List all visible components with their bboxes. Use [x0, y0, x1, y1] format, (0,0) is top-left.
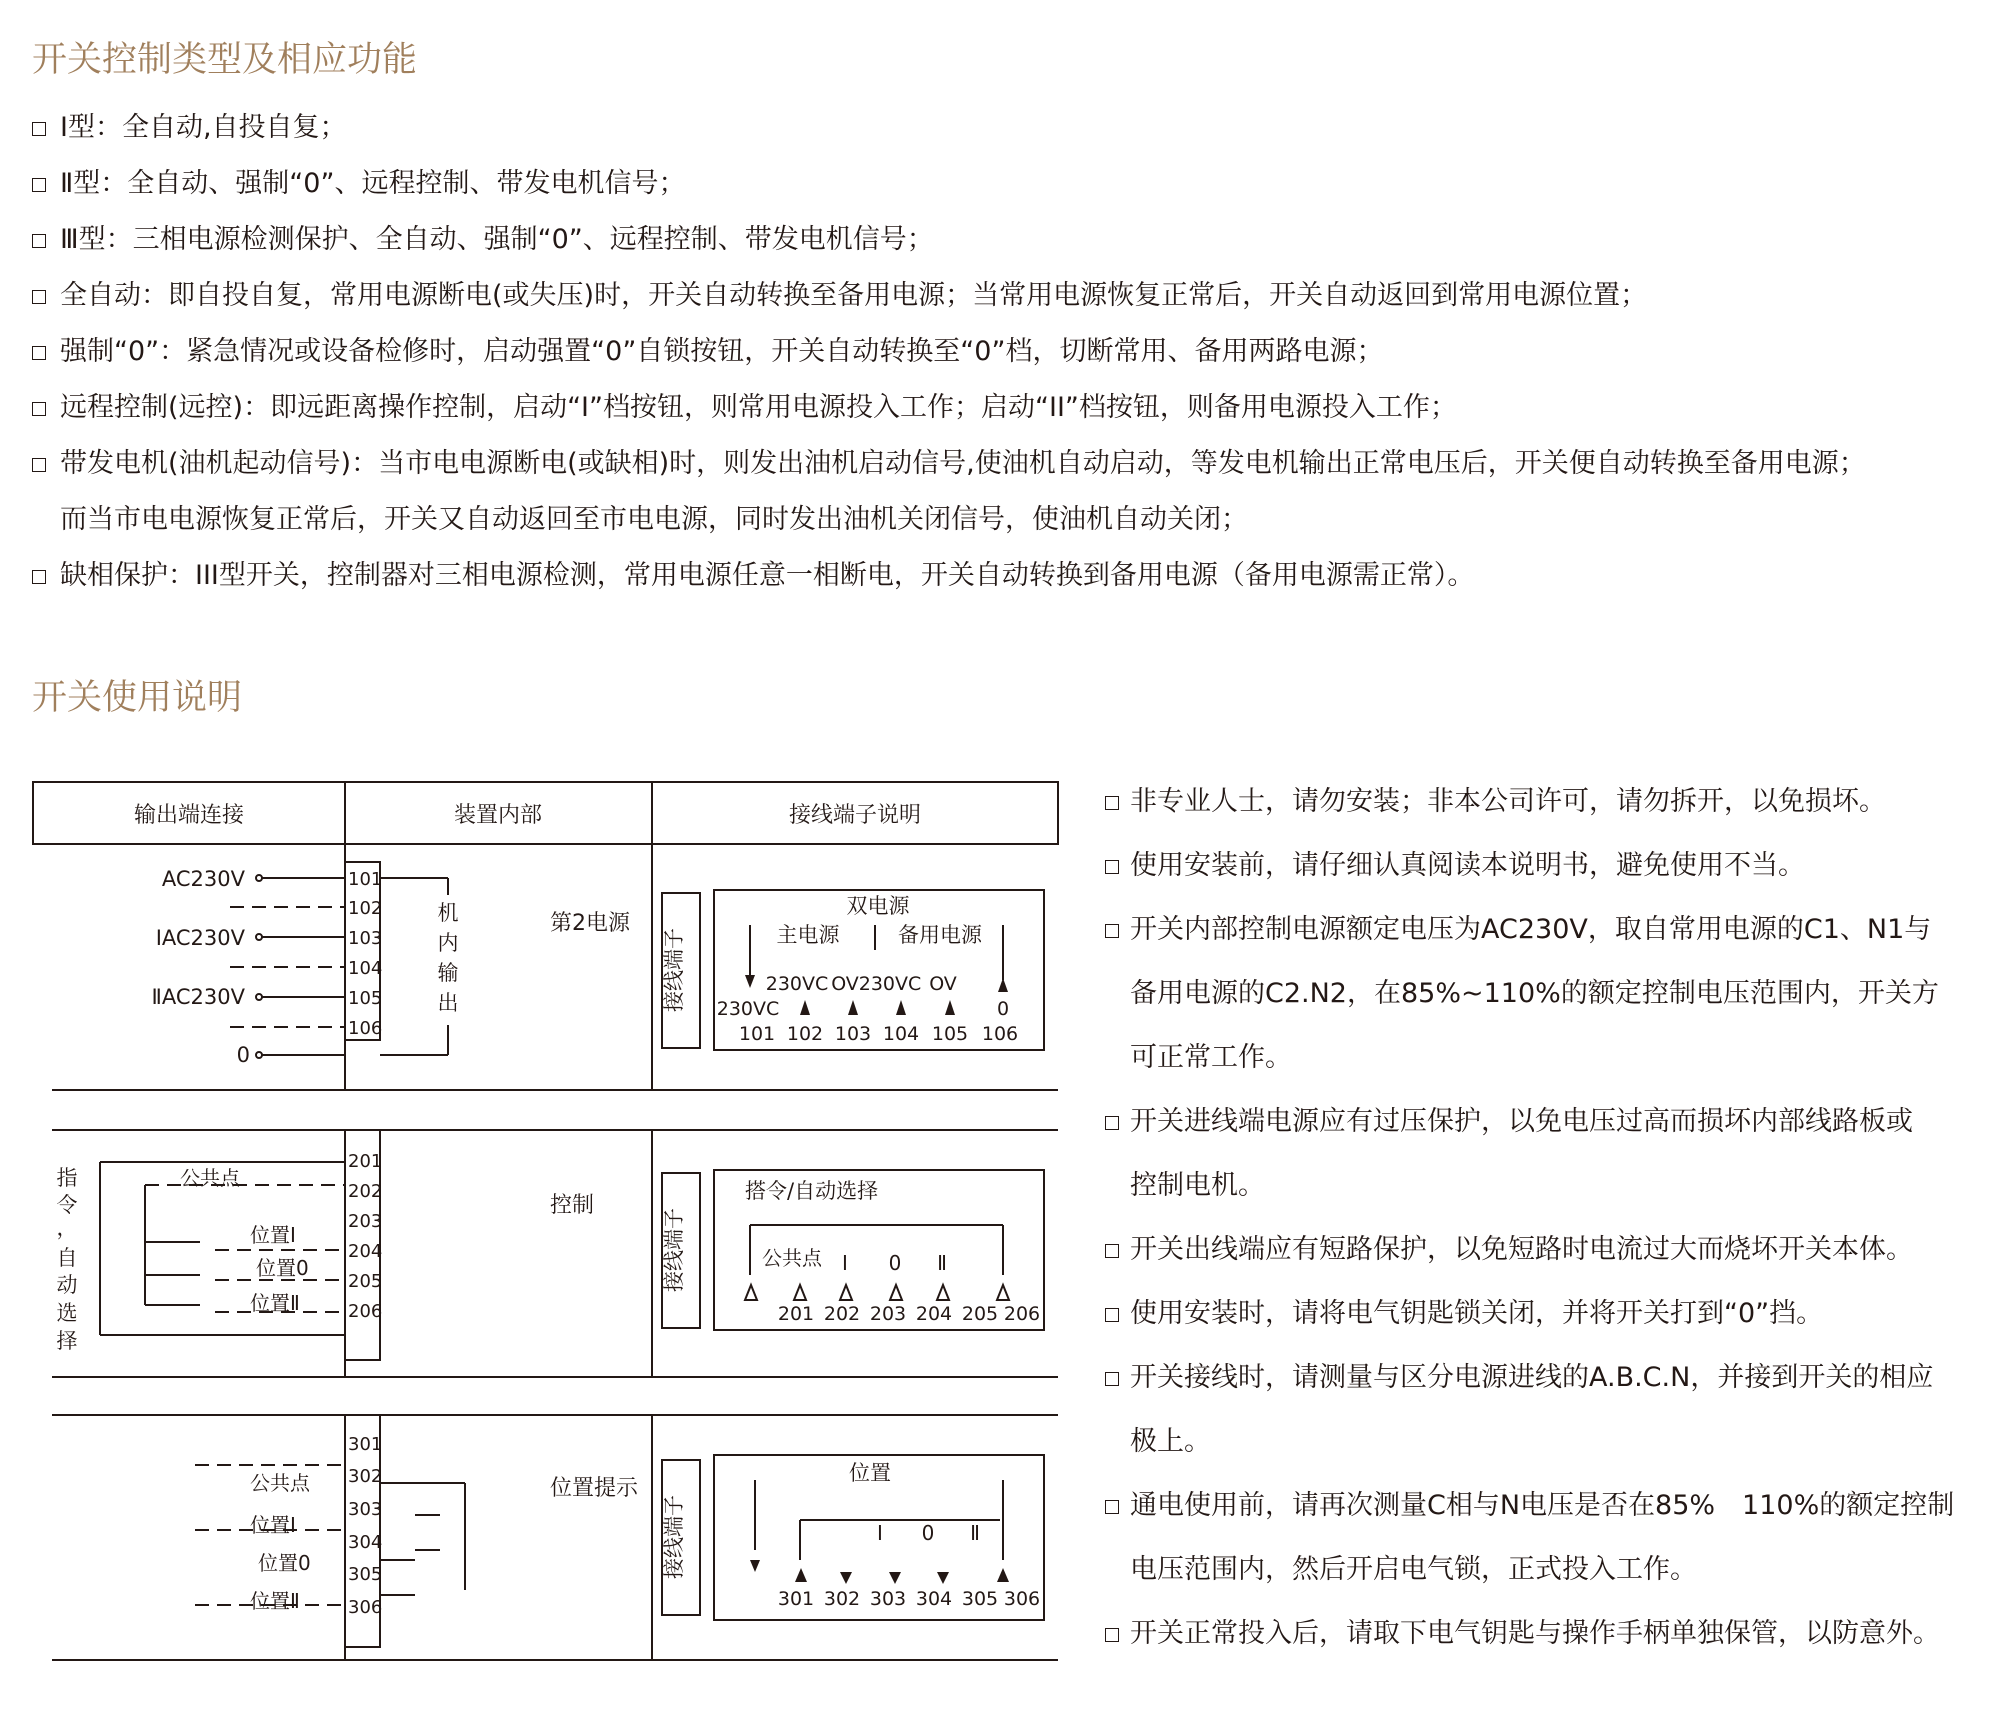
svg-text:304: 304: [348, 1532, 383, 1553]
svg-text:102: 102: [786, 1023, 824, 1045]
list-item: 带发电机(油机起动信号)：当市电电源断电(或缺相)时，则发出油机启动信号,使油机自动启动，等发电机输出正常电压后，开关便自动转换至备用电源；: [32, 436, 1982, 492]
svg-text:301: 301: [777, 1588, 815, 1610]
checkbox-icon: [32, 178, 46, 192]
block2-title: 控制: [550, 1193, 595, 1218]
svg-text:206: 206: [1003, 1303, 1041, 1325]
svg-text:择: 择: [56, 1329, 78, 1353]
svg-text:302: 302: [823, 1588, 861, 1610]
note-item-continued: 控制电机。: [1130, 1170, 1265, 1201]
note-item: 开关出线端应有短路保护，以免短路时电流过大而烧坏开关本体。: [1105, 1218, 1985, 1282]
block3-title: 位置提示: [550, 1476, 639, 1501]
svg-text:230VC: 230VC: [716, 998, 780, 1020]
position-i-label: 位置Ⅰ: [250, 1513, 296, 1537]
svg-text:103: 103: [834, 1023, 872, 1045]
checkbox-icon: [1105, 1116, 1119, 1130]
svg-text:305: 305: [348, 1564, 383, 1585]
note-item: 开关接线时，请测量与区分电源进线的A.B.C.N，并接到开关的相应: [1105, 1346, 1985, 1410]
svg-text:104: 104: [882, 1023, 920, 1045]
note-item-continued: 备用电源的C2.N2，在85%~110%的额定控制电压范围内，开关方: [1130, 978, 1939, 1009]
section-title-usage: 开关使用说明: [32, 678, 243, 718]
svg-text:自: 自: [56, 1246, 78, 1270]
svg-text:Ⅰ: Ⅰ: [842, 1251, 848, 1275]
svg-text:205: 205: [961, 1303, 999, 1325]
svg-text:OV: OV: [929, 973, 957, 995]
terminal-label: 接线端子: [662, 928, 686, 1012]
svg-text:201: 201: [777, 1303, 815, 1325]
svg-text:202: 202: [348, 1181, 383, 1202]
svg-text:205: 205: [348, 1271, 383, 1292]
svg-text:动: 动: [56, 1273, 78, 1297]
checkbox-icon: [32, 570, 46, 584]
checkbox-icon: [32, 346, 46, 360]
terminal-label: 接线端子: [662, 1495, 686, 1579]
svg-text:101: 101: [738, 1023, 776, 1045]
block1-title: 第2电源: [550, 911, 630, 936]
note-item: 开关正常投入后，请取下电气钥匙与操作手柄单独保管，以防意外。: [1105, 1602, 1985, 1666]
svg-text:106: 106: [348, 1018, 383, 1039]
position-ii-label: 位置Ⅱ: [250, 1291, 300, 1315]
list-item-continued: 而当市电电源恢复正常后，开关又自动返回至市电电源，同时发出油机关闭信号，使油机自动关闭；: [60, 504, 1248, 535]
position-ii-label: 位置Ⅱ: [250, 1589, 300, 1613]
svg-text:203: 203: [869, 1303, 907, 1325]
svg-text:101: 101: [348, 869, 383, 890]
svg-text:203: 203: [348, 1211, 383, 1232]
svg-text:105: 105: [348, 988, 383, 1009]
svg-text:OV: OV: [831, 973, 859, 995]
label-zero: 0: [236, 1043, 250, 1067]
checkbox-icon: [1105, 1308, 1119, 1322]
header-terminal: 接线端子说明: [788, 803, 922, 828]
list-item: 强制“0”：紧急情况或设备检修时，启动强置“0”自锁按钮，开关自动转换至“0”档，切断常用、备用两路电源；: [32, 324, 1982, 380]
svg-text:303: 303: [348, 1499, 383, 1520]
svg-text:301: 301: [348, 1434, 383, 1455]
svg-text:204: 204: [348, 1241, 383, 1262]
section-title-functions: 开关控制类型及相应功能: [32, 40, 418, 80]
note-item: 使用安装时，请将电气钥匙锁关闭，并将开关打到“0”挡。: [1105, 1282, 1985, 1346]
svg-text:0: 0: [996, 998, 1010, 1020]
svg-text:Ⅰ: Ⅰ: [877, 1521, 883, 1545]
svg-text:内: 内: [437, 931, 459, 955]
note-item: 开关进线端电源应有过压保护，以免电压过高而损坏内部线路板或: [1105, 1090, 1985, 1154]
svg-text:201: 201: [348, 1151, 383, 1172]
usage-notes: [1105, 770, 1985, 1666]
note-item: 通电使用前，请再次测量C相与N电压是否在85% 110%的额定控制: [1105, 1474, 1985, 1538]
checkbox-icon: [1105, 796, 1119, 810]
checkbox-icon: [32, 122, 46, 136]
terminal-label: 接线端子: [662, 1208, 686, 1292]
note-item-continued: 电压范围内，然后开启电气锁，正式投入工作。: [1130, 1554, 1697, 1585]
checkbox-icon: [1105, 1500, 1119, 1514]
svg-text:230VC: 230VC: [765, 973, 829, 995]
svg-text:104: 104: [348, 958, 383, 979]
svg-text:输: 输: [437, 961, 459, 985]
svg-text:304: 304: [915, 1588, 953, 1610]
checkbox-icon: [32, 234, 46, 248]
wiring-diagram: [0, 760, 1070, 1680]
svg-text:Ⅱ: Ⅱ: [970, 1521, 980, 1545]
svg-text:指: 指: [56, 1166, 78, 1190]
checkbox-icon: [1105, 924, 1119, 938]
svg-text:306: 306: [1003, 1588, 1041, 1610]
header-internal: 装置内部: [453, 803, 543, 828]
svg-text:机: 机: [437, 901, 459, 925]
svg-text:305: 305: [961, 1588, 999, 1610]
note-item: 开关内部控制电源额定电压为AC230V，取自常用电源的C1、N1与: [1105, 898, 1985, 962]
common-point-label: 公共点: [180, 1166, 240, 1190]
svg-text:202: 202: [823, 1303, 861, 1325]
checkbox-icon: [1105, 1372, 1119, 1386]
backup-power-label: 备用电源: [898, 923, 982, 947]
list-item: 全自动：即自投自复，常用电源断电(或失压)时，开关自动转换至备用电源；当常用电源恢复正常后，开关自动返回到常用电源位置；: [32, 268, 1982, 324]
main-power-label: 主电源: [776, 923, 840, 947]
list-item: Ⅰ型：全自动,自投自复；: [32, 100, 1982, 156]
svg-text:0: 0: [921, 1521, 935, 1545]
note-item-continued: 可正常工作。: [1130, 1042, 1292, 1073]
svg-text:Ⅱ: Ⅱ: [937, 1251, 947, 1275]
svg-text:306: 306: [348, 1597, 383, 1618]
svg-text:出: 出: [437, 991, 459, 1015]
checkbox-icon: [1105, 1628, 1119, 1642]
checkbox-icon: [32, 458, 46, 472]
svg-text:公共点: 公共点: [762, 1246, 822, 1270]
svg-text:103: 103: [348, 928, 383, 949]
function-list: [32, 100, 1982, 604]
note-item-continued: 极上。: [1130, 1426, 1211, 1457]
label-ii-ac230v: ⅡAC230V: [151, 985, 245, 1009]
checkbox-icon: [32, 290, 46, 304]
list-item: Ⅱ型：全自动、强制“0”、远程控制、带发电机信号；: [32, 156, 1982, 212]
svg-text:230VC: 230VC: [858, 973, 922, 995]
position-0-label: 位置0: [256, 1256, 309, 1280]
position-i-label: 位置Ⅰ: [250, 1223, 296, 1247]
svg-text:106: 106: [981, 1023, 1019, 1045]
checkbox-icon: [1105, 1244, 1119, 1258]
label-ac230v: AC230V: [161, 867, 245, 891]
svg-text:204: 204: [915, 1303, 953, 1325]
note-item: 使用安装前，请仔细认真阅读本说明书，避免使用不当。: [1105, 834, 1985, 898]
svg-text:令: 令: [56, 1193, 78, 1217]
note-item: 非专业人士，请勿安装；非本公司许可，请勿拆开，以免损坏。: [1105, 770, 1985, 834]
svg-text:选: 选: [56, 1301, 78, 1325]
list-item: 缺相保护：III型开关，控制器对三相电源检测，常用电源任意一相断电，开关自动转换到备用电源（备用电源需正常）。: [32, 548, 1982, 604]
list-item: 远程控制(远控)：即远距离操作控制，启动“I”档按钮，则常用电源投入工作；启动“II”档按钮，则备用电源投入工作；: [32, 380, 1982, 436]
svg-text:302: 302: [348, 1466, 383, 1487]
common-point-label: 公共点: [250, 1471, 310, 1495]
position-0-label: 位置0: [258, 1551, 311, 1575]
position-label: 位置: [849, 1461, 891, 1485]
svg-text:303: 303: [869, 1588, 907, 1610]
checkbox-icon: [1105, 860, 1119, 874]
svg-text:105: 105: [931, 1023, 969, 1045]
command-auto-label: 搭令/自动选择: [745, 1179, 879, 1203]
dual-power-label: 双电源: [846, 894, 910, 918]
checkbox-icon: [32, 402, 46, 416]
svg-text:，: ，: [56, 1216, 78, 1240]
svg-text:102: 102: [348, 898, 383, 919]
label-i-ac230v: ⅠAC230V: [155, 926, 245, 950]
header-output: 输出端连接: [133, 803, 245, 828]
svg-text:0: 0: [888, 1251, 902, 1275]
svg-text:206: 206: [348, 1301, 383, 1322]
list-item: Ⅲ型：三相电源检测保护、全自动、强制“0”、远程控制、带发电机信号；: [32, 212, 1982, 268]
